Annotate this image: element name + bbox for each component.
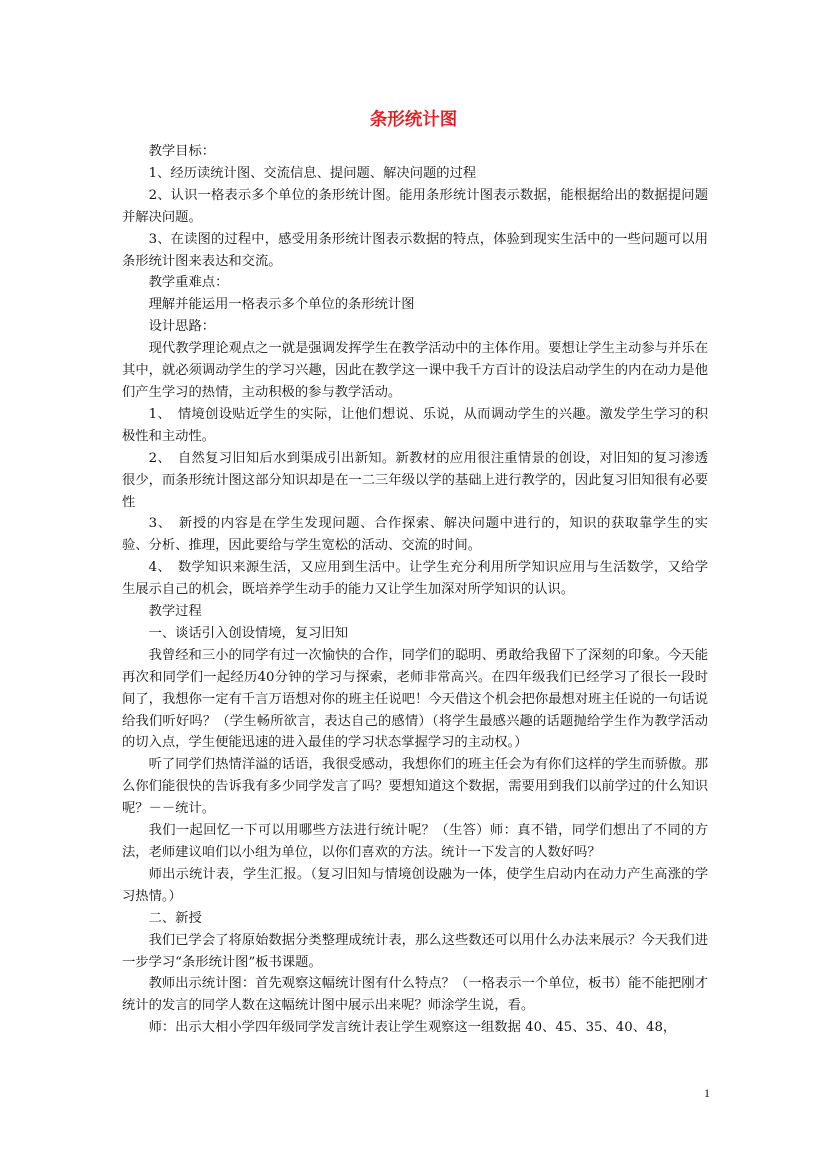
document-body	[122, 141, 708, 1039]
paragraph: 3、 新授的内容是在学生发现问题、合作探索、解决问题中进行的，知识的获取靠学生的实验、分析、推理，因此要给与学生宽松的活动、交流的时间。	[122, 516, 708, 554]
paragraph: 二、新授	[148, 910, 202, 926]
paragraph: 师：出示大相小学四年级同学发言统计表让学生观察这一组数据 40、45、35、40、48，	[148, 1020, 677, 1036]
paragraph: 一、谈话引入创设情境，复习旧知	[148, 625, 349, 641]
paragraph: 现代教学理论观点之一就是强调发挥学生在教学活动中的主体作用。要想让学生主动参与并乐在其中，就必须调动学生的学习兴趣，因此在教学这一课中我千方百计的设法启动学生的内在动力是他们产生学习的热情，主动积极的参与教学活动。	[122, 341, 708, 400]
paragraph: 4、 数学知识来源生活，又应用到生活中。让学生充分利用所学知识应用与生活数学，又给学生展示自己的机会，既培养学生动手的能力又让学生加深对所学知识的认识。	[122, 560, 708, 598]
paragraph: 我们已学会了将原始数据分类整理成统计表，那么这些数还可以用什么办法来展示？今天我们进一步学习“条形统计图”板书课题。	[122, 932, 708, 970]
paragraph: 教学目标：	[148, 144, 216, 159]
paragraph: 听了同学们热情洋溢的话语，我很受感动，我想你们的班主任会为有你们这样的学生而骄傲。那么你们能很快的告诉我有多少同学发言了吗？要想知道这个数据，需要用到我们以前学过的什么知识呢？－－统计。	[122, 757, 708, 817]
paragraph: 教学过程	[148, 604, 202, 620]
paragraph: 2、认识一格表示多个单位的条形统计图。能用条形统计图表示数据，能根据给出的数据提问题并解决问题。	[122, 187, 708, 225]
paragraph: 我曾经和三小的同学有过一次愉快的合作，同学们的聪明、勇敢给我留下了深刻的印象。今天能再次和同学们一起经历40分钟的学习与探索，老师非常高兴。在四年级我们已经学习了很长一段时间了，我想你一定有千言万语想对你的班主任说吧！今天借这个机会把你最想对班主任说的一句话说给我们听好吗？（学生畅所欲言，表达自己的感情）（将学生最感兴趣的话题抛给学生作为教学活动的切入点，学生便能迅速的进入最佳的学习状态掌握学习的主动权。）	[122, 647, 708, 751]
paragraph: 我们一起回忆一下可以用哪些方法进行统计呢？（生答）师：真不错，同学们想出了不同的方法，老师建议咱们以小组为单位，以你们喜欢的方法。统计一下发言的人数好吗？	[122, 823, 708, 860]
paragraph: 设计思路：	[148, 319, 216, 335]
document-title: 条形统计图	[369, 110, 458, 130]
paragraph: 1、经历读统计图、交流信息、提问题、解决问题的过程	[148, 165, 477, 181]
paragraph: 2、 自然复习旧知后水到渠成引出新知。新教材的应用很注重情景的创设，对旧知的复习渗透很少，而条形统计图这部分知识却是在一二三年级以学的基础上进行教学的，因此复习旧知很有必要性	[122, 450, 708, 510]
page-number: 1	[704, 1086, 710, 1100]
paragraph: 1、 情境创设贴近学生的实际，让他们想说、乐说，从而调动学生的兴趣。激发学生学习的积极性和主动性。	[122, 406, 708, 444]
paragraph: 3、在读图的过程中，感受用条形统计图表示数据的特点，体验到现实生活中的一些问题可以用条形统计图来表达和交流。	[122, 231, 708, 269]
paragraph: 师出示统计表，学生汇报。（复习旧知与情境创设融为一体，使学生启动内在动力产生高涨的学习热情。）	[122, 866, 708, 904]
paragraph: 教师出示统计图：首先观察这幅统计图有什么特点？（一格表示一个单位，板书）能不能把刚才统计的发言的同学人数在这幅统计图中展示出来呢？师涂学生说，看。	[122, 976, 708, 1014]
paragraph: 教学重难点：	[148, 275, 229, 291]
paragraph: 理解并能运用一格表示多个单位的条形统计图	[148, 297, 415, 313]
